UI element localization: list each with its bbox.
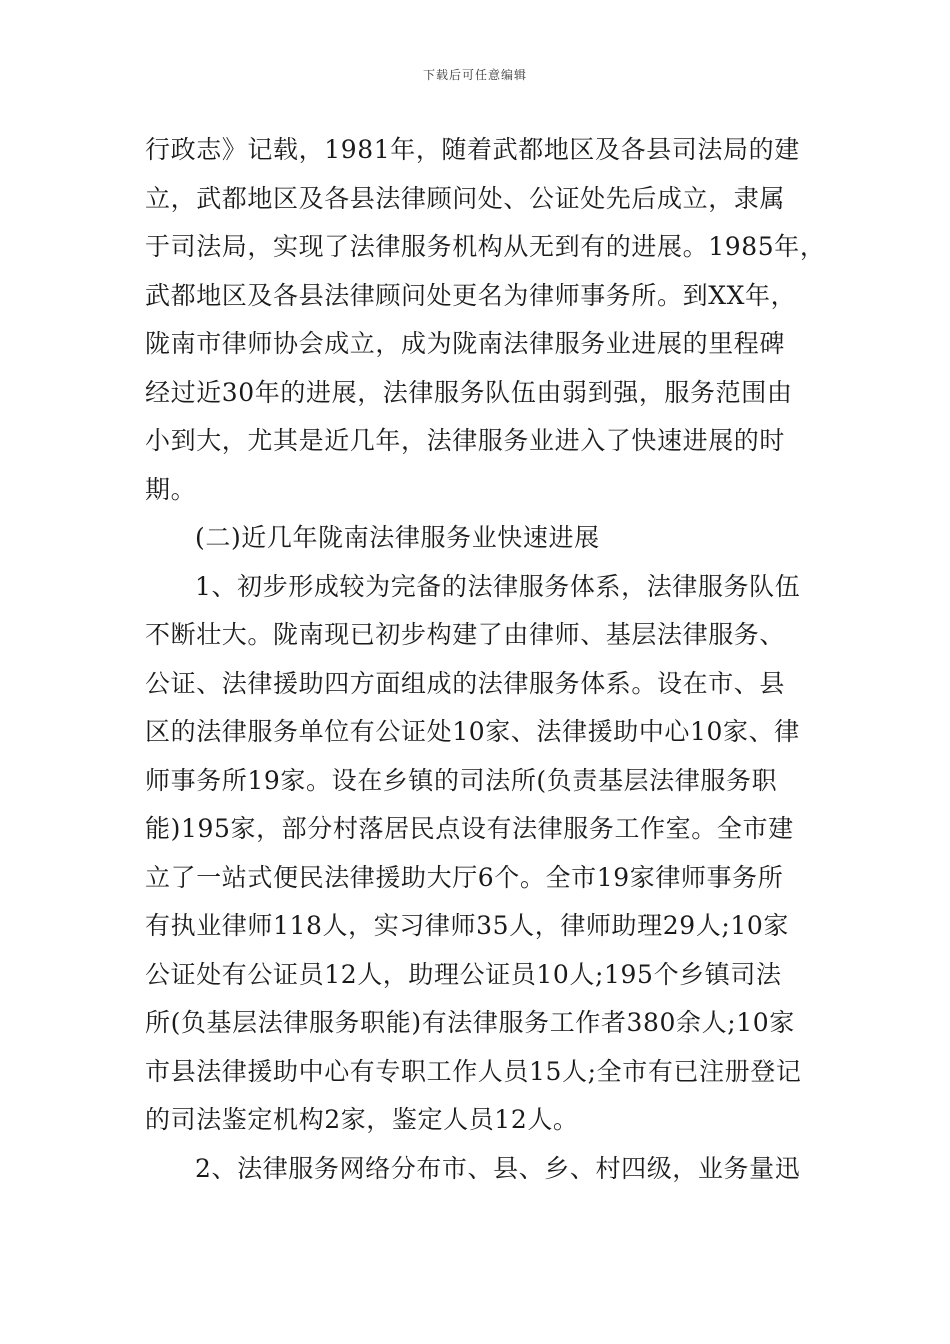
text-line: 师事务所19家。设在乡镇的司法所(负责基层法律服务职 [145,765,778,795]
text-line: 不断壮大。陇南现已初步构建了由律师、基层法律服务、 [145,620,786,649]
text-line: 所(负基层法律服务职能)有法律服务工作者380余人;10家 [145,1008,795,1037]
paragraph-start: 1、初步形成较为完备的法律服务体系，法律服务队伍 [195,571,801,601]
text-line: 能)195家，部分村落居民点设有法律服务工作室。全市建 [145,814,794,843]
text-line: 有执业律师118人，实习律师35人，律师助理29人;10家 [145,911,789,940]
paragraph-start: 2、法律服务网络分布市、县、乡、村四级，业务量迅 [195,1153,801,1183]
text-line: 市县法律援助中心有专职工作人员15人;全市有已注册登记 [145,1056,802,1086]
document-body [145,126,835,1193]
section-heading: (二)近几年陇南法律服务业快速进展 [195,523,600,552]
text-line: 小到大，尤其是近几年，法律服务业进入了快速进展的时 [145,426,786,455]
text-line: 公证、法律援助四方面组成的法律服务体系。设在市、县 [145,668,786,698]
text-line: 立，武都地区及各县法律顾问处、公证处先后成立，隶属 [145,183,786,213]
text-line: 的司法鉴定机构2家，鉴定人员12人。 [145,1105,579,1134]
text-line: 行政志》记载，1981年，随着武都地区及各县司法局的建 [145,135,800,164]
text-line: 经过近30年的进展，法律服务队伍由弱到强，服务范围由 [145,377,793,407]
text-line: 区的法律服务单位有公证处10家、法律援助中心10家、律 [145,717,800,746]
text-line: 武都地区及各县法律顾问处更名为律师事务所。到XX年， [145,280,797,310]
header-note: 下载后可任意编辑 [422,68,527,82]
text-line: 陇南市律师协会成立，成为陇南法律服务业进展的里程碑 [145,329,786,358]
text-line: 公证处有公证员12人，助理公证员10人;195个乡镇司法 [145,959,782,989]
text-line: 期。 [145,474,197,504]
text-line: 立了一站式便民法律援助大厅6个。全市19家律师事务所 [145,862,784,892]
text-line: 于司法局，实现了法律服务机构从无到有的进展。1985年， [145,232,826,261]
